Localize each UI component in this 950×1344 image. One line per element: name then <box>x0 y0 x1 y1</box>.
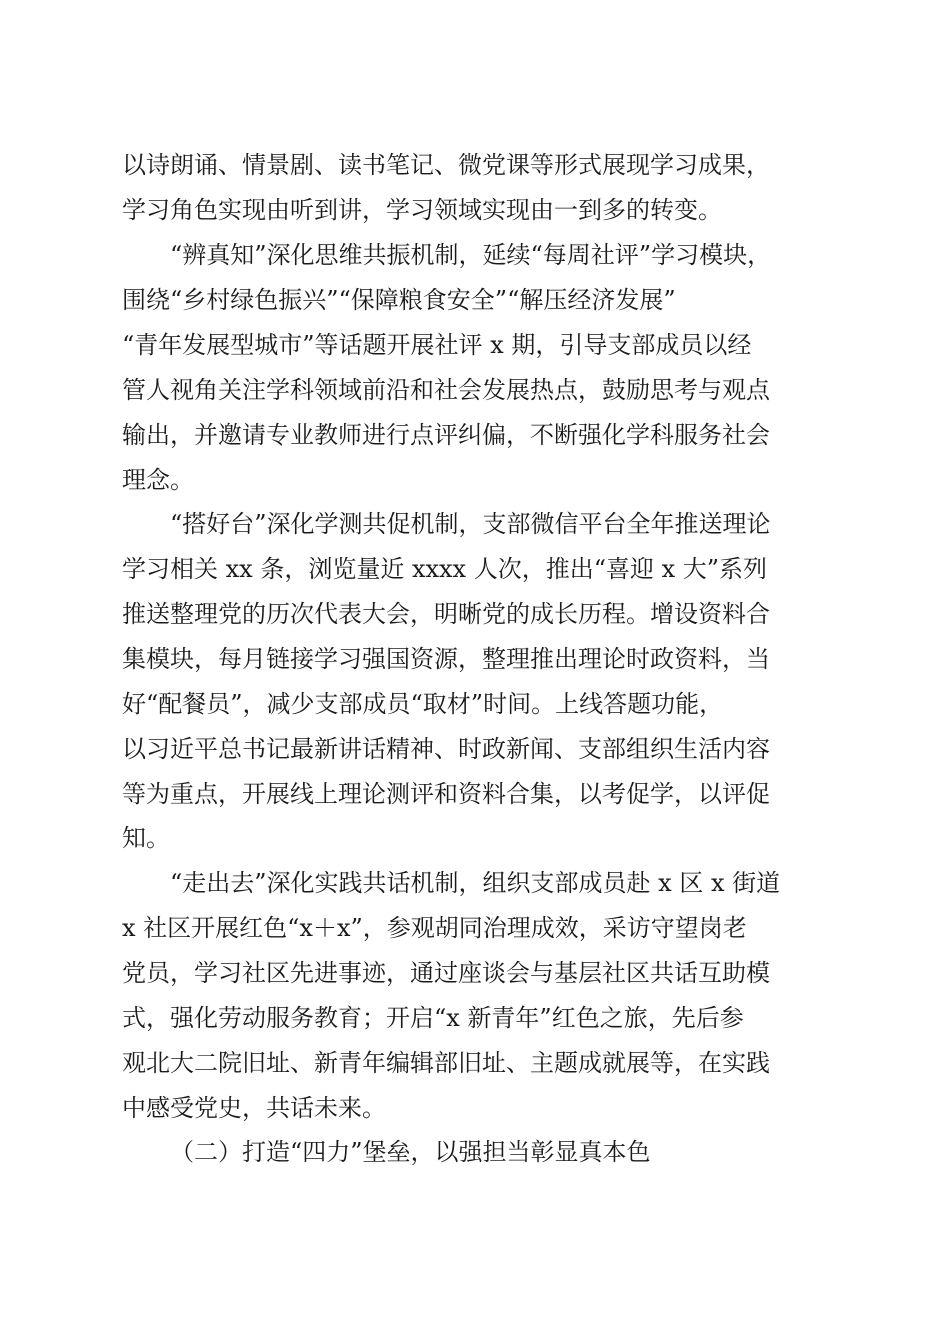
paragraph-line: 党员，学习社区先进事迹，通过座谈会与基层社区共话互助模 <box>122 959 770 987</box>
section-heading: （二）打造“四力”堡垒，以强担当彰显真本色 <box>170 1138 651 1166</box>
paragraph-line: 式，强化劳动服务教育；开启“x 新青年”红色之旅，先后参 <box>122 1004 744 1032</box>
paragraph-line: x 社区开展红色“x＋x”，参观胡同治理成效，采访守望岗老 <box>122 914 747 942</box>
paragraph-line: 知。 <box>122 824 170 852</box>
paragraph-line: 以诗朗诵、情景剧、读书笔记、微党课等形式展现学习成果， <box>122 151 770 179</box>
paragraph-line: 以习近平总书记最新讲话精神、时政新闻、支部组织生活内容 <box>122 735 770 763</box>
paragraph-line: 等为重点，开展线上理论测评和资料合集，以考促学，以评促 <box>122 780 770 808</box>
paragraph-line: 管人视角关注学科领域前沿和社会发展热点，鼓励思考与观点 <box>122 376 770 404</box>
paragraph-line: 围绕“乡村绿色振兴”“保障粮食安全”“解压经济发展” <box>122 286 676 314</box>
paragraph-line: 好“配餐员”，减少支部成员“取材”时间。上线答题功能， <box>122 690 724 718</box>
paragraph-line: 推送整理党的历次代表大会，明晰党的成长历程。增设资料合 <box>122 600 770 628</box>
paragraph-line: 观北大二院旧址、新青年编辑部旧址、主题成就展等，在实践 <box>122 1049 770 1077</box>
paragraph-line: 输出，并邀请专业教师进行点评纠偏，不断强化学科服务社会 <box>122 421 770 449</box>
paragraph-line: “搭好台”深化学测共促机制，支部微信平台全年推送理论 <box>170 510 771 538</box>
paragraph-line: “青年发展型城市”等话题开展社评 x 期，引导支部成员以经 <box>122 331 752 359</box>
paragraph-line: 集模块，每月链接学习强国资源，整理推出理论时政资料，当 <box>122 645 770 673</box>
paragraph-line: 学习相关 xx 条，浏览量近 xxxx 人次，推出“喜迎 x 大”系列 <box>122 555 768 583</box>
paragraph-line: 学习角色实现由听到讲，学习领域实现由一到多的转变。 <box>122 196 722 224</box>
paragraph-line: 中感受党史，共话未来。 <box>122 1094 386 1122</box>
paragraph-line: “辨真知”深化思维共振机制，延续“每周社评”学习模块， <box>170 241 772 269</box>
paragraph-line: “走出去”深化实践共话机制，组织支部成员赴 x 区 x 街道 <box>170 869 781 897</box>
paragraph-line: 理念。 <box>122 466 194 494</box>
